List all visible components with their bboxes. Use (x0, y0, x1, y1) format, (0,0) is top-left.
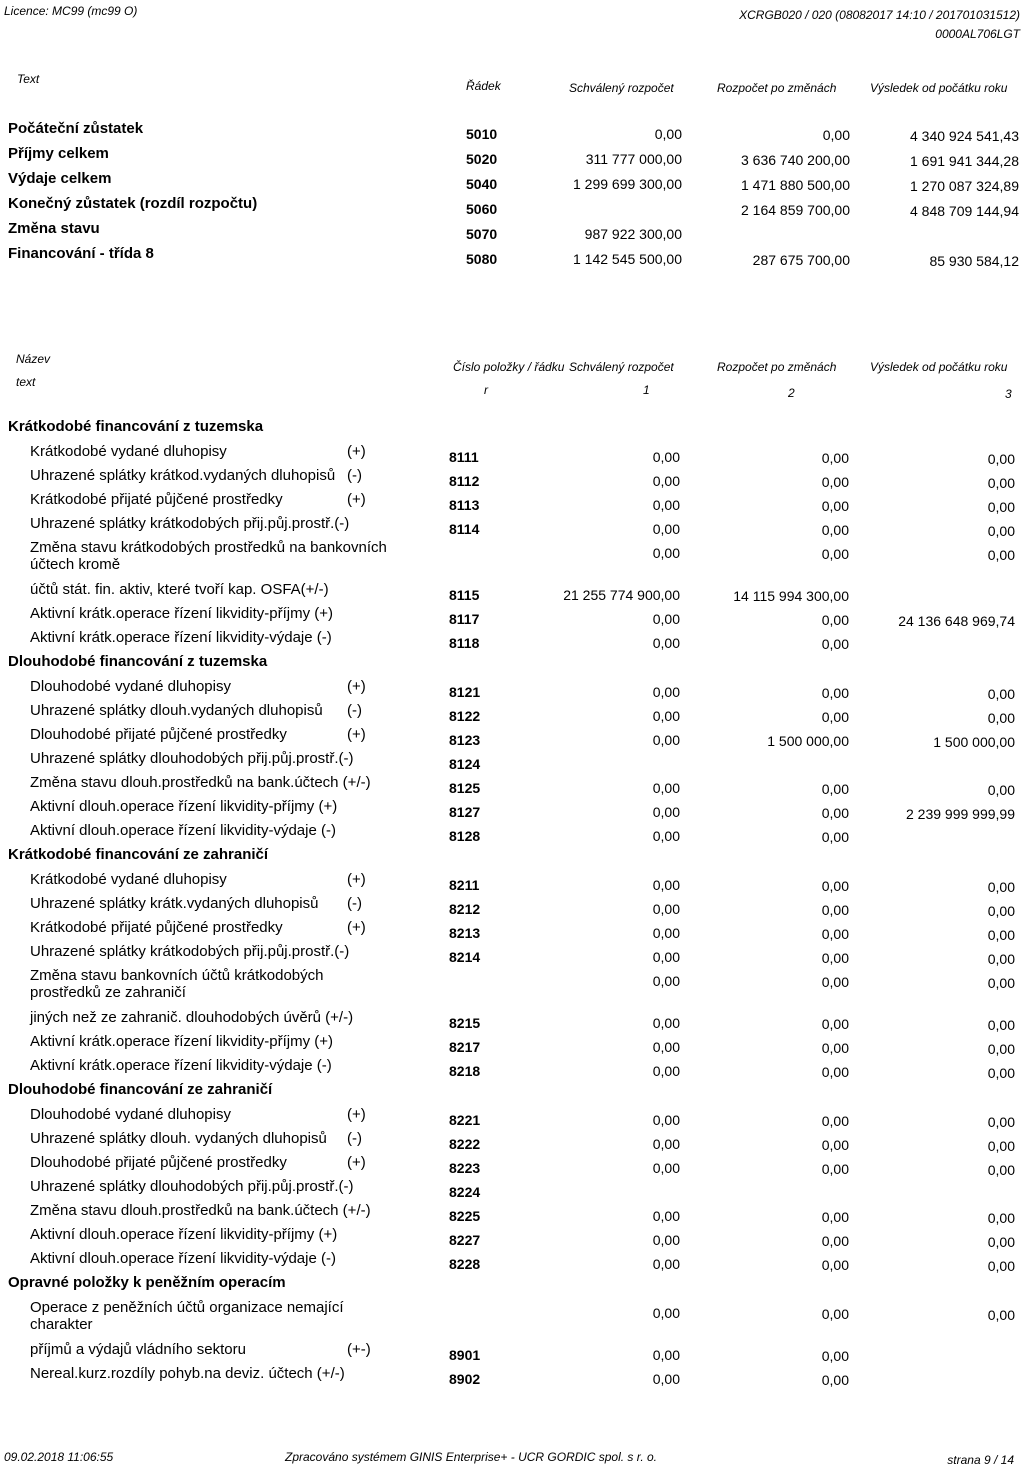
section-heading: Krátkodobé financování z tuzemska (8, 418, 264, 435)
summary-row-label: Počáteční zůstatek (8, 120, 144, 137)
row-sign: (+) (347, 491, 366, 508)
row-result: 0,00 (987, 927, 1015, 943)
row-result: 0,00 (987, 1234, 1015, 1250)
row-after: 0,00 (821, 636, 849, 652)
row-sign: (+) (347, 1154, 366, 1171)
detail-col-header: Výsledek od počátku roku (870, 360, 1008, 374)
report-sub: 0000AL706LGT (935, 27, 1020, 41)
summary-row-result: 4 340 924 541,43 (910, 128, 1019, 144)
row-approved: 0,00 (652, 877, 680, 893)
row-label: Aktivní dlouh.operace řízení likvidity-výdaje (-) (30, 822, 336, 839)
summary-row-label: Výdaje celkem (8, 170, 112, 187)
row-sign: (+) (347, 726, 366, 743)
row-after: 0,00 (821, 829, 849, 845)
row-label: Uhrazené splátky dlouhodobých přij.půj.prostř.(-) (30, 750, 354, 767)
licence-text: Licence: MC99 (mc99 O) (4, 4, 138, 18)
row-approved: 0,00 (652, 1015, 680, 1031)
row-label: příjmů a výdajů vládního sektoru (30, 1341, 246, 1358)
section-heading: Opravné položky k peněžním operacím (8, 1274, 286, 1291)
row-sign: (-) (347, 895, 362, 912)
row-approved: 0,00 (652, 1256, 680, 1272)
row-approved: 0,00 (652, 1208, 680, 1224)
row-after: 0,00 (821, 1306, 849, 1322)
row-after: 0,00 (821, 1137, 849, 1153)
row-approved: 0,00 (652, 828, 680, 844)
report-id: XCRGB020 / 020 (08082017 14:10 / 201701031512) (739, 8, 1020, 22)
row-result: 0,00 (987, 547, 1015, 563)
row-code: 8113 (449, 497, 480, 513)
row-approved: 0,00 (652, 1371, 680, 1387)
row-after: 0,00 (821, 1016, 849, 1032)
summary-row-label: Konečný zůstatek (rozdíl rozpočtu) (8, 195, 258, 212)
row-after: 0,00 (821, 1372, 849, 1388)
row-result: 0,00 (987, 1307, 1015, 1323)
row-label-cont: účtech kromě (30, 556, 121, 573)
row-code: 8218 (449, 1063, 481, 1079)
row-label: účtů stát. fin. aktiv, které tvoří kap. OSFA(+/-) (30, 581, 329, 598)
summary-col-header: Schválený rozpočet (569, 81, 674, 95)
row-after: 1 500 000,00 (767, 733, 849, 749)
row-approved: 0,00 (652, 1063, 680, 1079)
row-after: 0,00 (821, 709, 849, 725)
row-label: Aktivní dlouh.operace řízení likvidity-příjmy (+) (30, 1226, 338, 1243)
row-approved: 0,00 (652, 521, 680, 537)
summary-row-approved: 311 777 000,00 (585, 151, 682, 167)
footer-page: strana 9 / 14 (947, 1453, 1014, 1467)
detail-col-header: Název (16, 352, 51, 366)
row-code: 8117 (449, 611, 480, 627)
row-code: 8214 (449, 949, 481, 965)
row-after: 0,00 (821, 926, 849, 942)
row-result: 0,00 (987, 1258, 1015, 1274)
row-label: Aktivní krátk.operace řízení likvidity-příjmy (+) (30, 605, 333, 622)
row-label: Dlouhodobé přijaté půjčené prostředky (30, 1154, 287, 1171)
row-result: 1 500 000,00 (933, 734, 1015, 750)
detail-col-header: Schválený rozpočet (569, 360, 674, 374)
row-label: Aktivní krátk.operace řízení likvidity-výdaje (-) (30, 629, 332, 646)
row-label: Dlouhodobé přijaté půjčené prostředky (30, 726, 287, 743)
row-approved: 0,00 (652, 1305, 680, 1321)
row-result: 0,00 (987, 782, 1015, 798)
row-after: 0,00 (821, 1113, 849, 1129)
row-approved: 0,00 (652, 1136, 680, 1152)
row-result: 0,00 (987, 1210, 1015, 1226)
row-result: 0,00 (987, 1041, 1015, 1057)
row-label-cont: prostředků ze zahraničí (30, 984, 186, 1001)
row-label: Krátkodobé vydané dluhopisy (30, 443, 227, 460)
summary-row-result: 85 930 584,12 (929, 253, 1019, 269)
row-approved: 0,00 (652, 901, 680, 917)
section-heading: Dlouhodobé financování z tuzemska (8, 653, 268, 670)
row-sign: (+) (347, 678, 366, 695)
row-approved: 0,00 (652, 804, 680, 820)
row-after: 0,00 (821, 685, 849, 701)
summary-col-header: Text (17, 72, 40, 86)
summary-row-approved: 1 142 545 500,00 (573, 251, 682, 267)
row-code: 8225 (449, 1208, 481, 1224)
row-after: 0,00 (821, 781, 849, 797)
row-code: 8902 (449, 1371, 481, 1387)
summary-row-approved: 0,00 (654, 126, 682, 142)
detail-subcol-header: 3 (1005, 387, 1012, 401)
summary-row-code: 5010 (466, 126, 498, 142)
row-approved: 0,00 (652, 1112, 680, 1128)
row-result: 0,00 (987, 975, 1015, 991)
row-code: 8127 (449, 804, 481, 820)
summary-col-header: Výsledek od počátku roku (870, 81, 1008, 95)
summary-row-label: Financování - třída 8 (8, 245, 154, 262)
row-sign: (+) (347, 1106, 366, 1123)
row-result: 24 136 648 969,74 (898, 613, 1015, 629)
row-approved: 0,00 (652, 1160, 680, 1176)
row-label: Uhrazené splátky krátkod.vydaných dluhopisů (30, 467, 336, 484)
row-after: 0,00 (821, 974, 849, 990)
row-sign: (+-) (347, 1341, 371, 1358)
row-label: jiných než ze zahranič. dlouhodobých úvěrů (+/-) (30, 1009, 354, 1026)
row-after: 0,00 (821, 1348, 849, 1364)
row-result: 0,00 (987, 710, 1015, 726)
row-after: 0,00 (821, 1040, 849, 1056)
summary-row-result: 1 691 941 344,28 (910, 153, 1019, 169)
row-code: 8901 (449, 1347, 481, 1363)
row-result: 0,00 (987, 451, 1015, 467)
row-code: 8121 (449, 684, 481, 700)
footer-system: Zpracováno systémem GINIS Enterprise+ - UCR GORDIC spol. s r. o. (285, 1450, 657, 1464)
row-code: 8223 (449, 1160, 481, 1176)
row-code: 8221 (449, 1112, 481, 1128)
section-heading: Krátkodobé financování ze zahraničí (8, 846, 269, 863)
row-code: 8215 (449, 1015, 481, 1031)
row-sign: (-) (347, 702, 362, 719)
row-after: 0,00 (821, 878, 849, 894)
detail-subcol-header: r (484, 383, 488, 397)
row-code: 8222 (449, 1136, 481, 1152)
row-label-cont: charakter (30, 1316, 93, 1333)
row-label: Uhrazené splátky krátk.vydaných dluhopisů (30, 895, 319, 912)
row-code: 8228 (449, 1256, 481, 1272)
row-result: 0,00 (987, 1065, 1015, 1081)
row-approved: 0,00 (652, 780, 680, 796)
row-result: 0,00 (987, 499, 1015, 515)
row-code: 8115 (449, 587, 480, 603)
row-result: 0,00 (987, 475, 1015, 491)
row-after: 0,00 (821, 612, 849, 628)
row-approved: 0,00 (652, 973, 680, 989)
row-code: 8118 (449, 635, 480, 651)
summary-col-header: Řádek (466, 79, 501, 93)
row-label: Aktivní dlouh.operace řízení likvidity-výdaje (-) (30, 1250, 336, 1267)
detail-subcol-header: text (16, 375, 36, 389)
row-approved: 0,00 (652, 473, 680, 489)
row-after: 0,00 (821, 1257, 849, 1273)
row-after: 0,00 (821, 950, 849, 966)
detail-subcol-header: 1 (643, 383, 650, 397)
summary-row-after: 1 471 880 500,00 (741, 177, 850, 193)
summary-row-after: 2 164 859 700,00 (741, 202, 850, 218)
row-after: 0,00 (821, 450, 849, 466)
summary-row-label: Změna stavu (8, 220, 100, 237)
summary-row-approved: 987 922 300,00 (584, 226, 682, 242)
row-after: 0,00 (821, 546, 849, 562)
row-label: Změna stavu dlouh.prostředků na bank.účtech (+/-) (30, 1202, 371, 1219)
row-code: 8213 (449, 925, 481, 941)
row-approved: 0,00 (652, 611, 680, 627)
row-code: 8227 (449, 1232, 481, 1248)
row-approved: 0,00 (652, 1347, 680, 1363)
row-sign: (-) (347, 1130, 362, 1147)
row-label: Uhrazené splátky dlouh.vydaných dluhopisů (30, 702, 323, 719)
row-after: 0,00 (821, 902, 849, 918)
row-after: 0,00 (821, 522, 849, 538)
row-approved: 0,00 (652, 497, 680, 513)
row-approved: 0,00 (652, 449, 680, 465)
row-result: 2 239 999 999,99 (906, 806, 1015, 822)
row-approved: 21 255 774 900,00 (563, 587, 680, 603)
row-result: 0,00 (987, 1017, 1015, 1033)
row-label: Uhrazené splátky krátkodobých přij.půj.prostř.(-) (30, 515, 350, 532)
row-code: 8125 (449, 780, 481, 796)
row-approved: 0,00 (652, 949, 680, 965)
row-label: Aktivní krátk.operace řízení likvidity-výdaje (-) (30, 1057, 332, 1074)
row-sign: (-) (347, 467, 362, 484)
row-approved: 0,00 (652, 925, 680, 941)
detail-subcol-header: 2 (788, 386, 795, 400)
row-approved: 0,00 (652, 1039, 680, 1055)
row-code: 8211 (449, 877, 480, 893)
row-code: 8111 (449, 449, 479, 465)
row-result: 0,00 (987, 879, 1015, 895)
row-approved: 0,00 (652, 635, 680, 651)
row-sign: (+) (347, 443, 366, 460)
row-result: 0,00 (987, 1162, 1015, 1178)
row-code: 8112 (449, 473, 480, 489)
summary-row-code: 5060 (466, 201, 498, 217)
row-approved: 0,00 (652, 1232, 680, 1248)
row-approved: 0,00 (652, 732, 680, 748)
summary-row-approved: 1 299 699 300,00 (573, 176, 682, 192)
summary-col-header: Rozpočet po změnách (717, 81, 837, 95)
row-label: Krátkodobé vydané dluhopisy (30, 871, 227, 888)
row-label: Změna stavu krátkodobých prostředků na bankovních (30, 539, 387, 556)
row-label: Aktivní dlouh.operace řízení likvidity-příjmy (+) (30, 798, 338, 815)
row-label: Dlouhodobé vydané dluhopisy (30, 1106, 231, 1123)
row-result: 0,00 (987, 1138, 1015, 1154)
row-after: 0,00 (821, 1233, 849, 1249)
summary-row-code: 5020 (466, 151, 498, 167)
row-result: 0,00 (987, 951, 1015, 967)
row-result: 0,00 (987, 1114, 1015, 1130)
row-sign: (+) (347, 871, 366, 888)
row-label: Změna stavu dlouh.prostředků na bank.účtech (+/-) (30, 774, 371, 791)
summary-row-code: 5070 (466, 226, 498, 242)
summary-row-after: 3 636 740 200,00 (741, 152, 850, 168)
detail-col-header: Číslo položky / řádku (453, 360, 565, 374)
row-code: 8212 (449, 901, 481, 917)
row-result: 0,00 (987, 686, 1015, 702)
row-after: 14 115 994 300,00 (733, 588, 849, 604)
row-approved: 0,00 (652, 684, 680, 700)
row-label: Uhrazené splátky dlouh. vydaných dluhopisů (30, 1130, 327, 1147)
row-after: 0,00 (821, 805, 849, 821)
row-code: 8217 (449, 1039, 481, 1055)
detail-col-header: Rozpočet po změnách (717, 360, 837, 374)
summary-row-after: 0,00 (822, 127, 850, 143)
row-label: Změna stavu bankovních účtů krátkodobých (30, 967, 324, 984)
row-after: 0,00 (821, 1064, 849, 1080)
row-label: Aktivní krátk.operace řízení likvidity-příjmy (+) (30, 1033, 333, 1050)
row-after: 0,00 (821, 498, 849, 514)
row-after: 0,00 (821, 1209, 849, 1225)
row-code: 8122 (449, 708, 481, 724)
section-heading: Dlouhodobé financování ze zahraničí (8, 1081, 273, 1098)
summary-row-after: 287 675 700,00 (752, 252, 850, 268)
row-after: 0,00 (821, 1161, 849, 1177)
row-label: Krátkodobé přijaté půjčené prostředky (30, 491, 283, 508)
row-label: Dlouhodobé vydané dluhopisy (30, 678, 231, 695)
summary-row-code: 5080 (466, 251, 498, 267)
row-label: Uhrazené splátky krátkodobých přij.půj.prostř.(-) (30, 943, 350, 960)
row-label: Nereal.kurz.rozdíly pohyb.na deviz. účtech (+/-) (30, 1365, 345, 1382)
summary-row-code: 5040 (466, 176, 498, 192)
row-result: 0,00 (987, 903, 1015, 919)
row-code: 8128 (449, 828, 481, 844)
row-code: 8114 (449, 521, 480, 537)
summary-row-result: 1 270 087 324,89 (910, 178, 1019, 194)
row-code: 8224 (449, 1184, 481, 1200)
summary-row-result: 4 848 709 144,94 (910, 203, 1019, 219)
row-label: Operace z peněžních účtů organizace nemající (30, 1299, 344, 1316)
row-after: 0,00 (821, 474, 849, 490)
row-label: Krátkodobé přijaté půjčené prostředky (30, 919, 283, 936)
row-label: Uhrazené splátky dlouhodobých přij.půj.prostř.(-) (30, 1178, 354, 1195)
row-approved: 0,00 (652, 708, 680, 724)
row-code: 8123 (449, 732, 481, 748)
row-sign: (+) (347, 919, 366, 936)
footer-timestamp: 09.02.2018 11:06:55 (4, 1450, 114, 1464)
row-code: 8124 (449, 756, 481, 772)
row-result: 0,00 (987, 523, 1015, 539)
summary-row-label: Příjmy celkem (8, 145, 109, 162)
row-approved: 0,00 (652, 545, 680, 561)
